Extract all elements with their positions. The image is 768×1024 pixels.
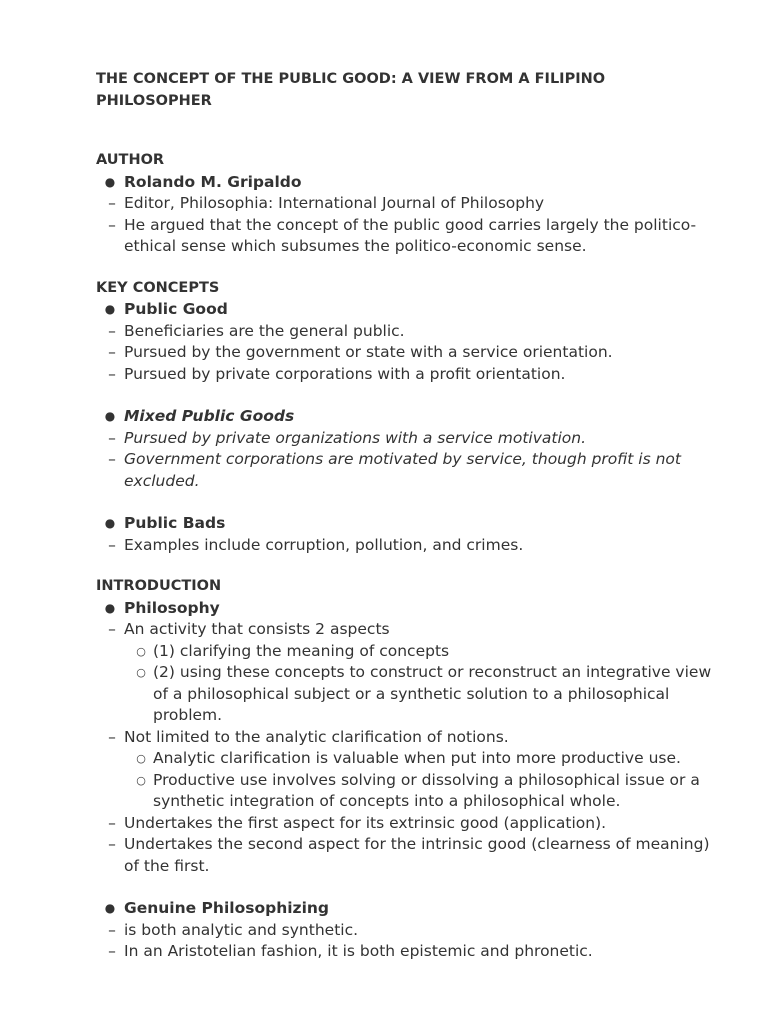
list-item: – is both analytic and synthetic. [96,920,728,942]
section-heading-author: AUTHOR [96,152,165,168]
dash-icon: – [108,620,116,638]
section-heading-key-concepts: KEY CONCEPTS [96,279,220,296]
circle-bullet-icon: ○ [136,752,146,765]
bullet-icon: ● [104,600,116,615]
dash-icon: – [108,942,116,960]
list-item: – Pursued by the government or state with a service orientation. [96,342,728,364]
document-title: THE CONCEPT OF THE PUBLIC GOOD: A VIEW FROM A FILIPINO PHILOSOPHER [96,71,606,109]
bullet-icon: ● [104,516,116,530]
bullet-icon: ● [104,409,116,423]
bullet-author-name [96,172,728,194]
dash-icon: – [108,343,116,361]
list-item: – Pursued by private organizations with a service motivation. [96,428,728,450]
dash-icon: – [108,535,116,554]
dash-icon: – [108,727,116,746]
dash-icon: – [108,920,116,939]
dash-icon: – [108,450,116,468]
sub-list-item: ○ Productive use involves solving or dissolving a philosophical issue or a synthetic integration of concepts into a philosophical whole. [96,770,728,813]
bullet-public-good: ● Public Good [96,299,728,321]
list-item: – Beneficiaries are the general public. [96,321,728,343]
sub-list-item: ○ (2) using these concepts to construct or reconstruct an integrative view of a philosophical subject or a synthetic solution to a philosophical problem. [96,662,728,727]
author-name: Rolando M. Gripaldo [124,172,302,191]
list-item: – He argued that the concept of the public good carries largely the politico-ethical sense which subsumes the politico-economic sense. [96,215,728,258]
bullet-icon: ● [104,302,116,316]
sub-list-item: ○ Analytic clarification is valuable when put into more productive use. [96,748,728,770]
list-item: – Undertakes the second aspect for the intrinsic good (clearness of meaning) of the first. [96,834,728,877]
list-item: – Undertakes the first aspect for its extrinsic good (application). [96,813,728,835]
bullet-icon: ● [104,174,116,189]
dash-icon: – [108,428,116,447]
section-heading-introduction: INTRODUCTION [96,578,222,594]
bullet-mixed-public-goods: ● Mixed Public Goods [96,406,728,428]
dash-icon: – [108,321,116,340]
bullet-public-bads: ● Public Bads [96,513,728,535]
circle-bullet-icon: ○ [136,644,146,658]
dash-icon: – [108,835,116,853]
list-item: – Examples include corruption, pollution, and crimes. [96,535,728,557]
bullet-genuine-philosophizing: ● Genuine Philosophizing [96,898,728,920]
sub-list-item: ○ (1) clarifying the meaning of concepts [96,641,728,663]
circle-bullet-icon: ○ [136,666,146,679]
list-item: – Editor, Philosophia: International Journal of Philosophy [96,193,728,215]
dash-icon: – [108,194,116,212]
dash-icon: – [108,364,116,383]
list-item: – In an Aristotelian fashion, it is both epistemic and phronetic. [96,941,728,963]
dash-icon: – [108,215,116,234]
bullet-philosophy: ● Philosophy [96,598,728,620]
list-item: – An activity that consists 2 aspects [96,619,728,641]
dash-icon: – [108,813,116,832]
list-item: – Not limited to the analytic clarification of notions. [96,727,728,749]
bullet-icon: ● [104,901,116,915]
list-item: – Government corporations are motivated by service, though profit is not excluded. [96,449,728,492]
list-item: – Pursued by private corporations with a profit orientation. [96,364,728,386]
circle-bullet-icon: ○ [136,773,146,787]
